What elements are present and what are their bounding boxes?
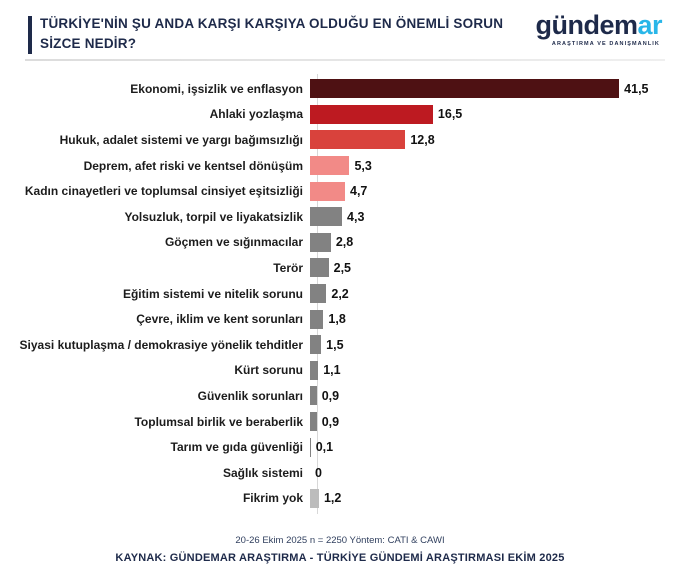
bar-area (310, 335, 680, 354)
category-label: Sağlık sistemi (222, 465, 303, 480)
value-label: 12,8 (410, 132, 435, 147)
source-line: KAYNAK: GÜNDEMAR ARAŞTIRMA - TÜRKİYE GÜNDEMİ ARAŞTIRMASI EKİM 2025 (115, 552, 565, 564)
bar-area (310, 284, 680, 303)
category-label: Kürt sorunu (234, 363, 303, 378)
category-label: Deprem, afet riski ve kentsel dönüşüm (83, 158, 303, 173)
bar-row (0, 332, 680, 358)
header-separator (25, 59, 665, 61)
bar-row (0, 102, 680, 128)
bar-area (310, 463, 680, 482)
category-label: Toplumsal birlik ve beraberlik (134, 414, 303, 429)
value-label: 1,8 (328, 312, 346, 327)
bar (310, 156, 349, 175)
bar-chart (0, 76, 680, 511)
bar-row (0, 127, 680, 153)
category-label: Hukuk, adalet sistemi ve yargı bağımsızlığı (59, 132, 303, 147)
bar (310, 207, 342, 226)
category-label: Terör (273, 260, 303, 275)
bar-area (310, 79, 680, 98)
bar-row (0, 409, 680, 435)
bar-area (310, 489, 680, 508)
bar (310, 233, 331, 252)
gundemar-logo (535, 12, 662, 47)
category-label: Siyasi kutuplaşma / demokrasiye yönelik tehditler (19, 337, 303, 352)
value-label: 2,8 (335, 235, 354, 250)
bar (310, 438, 311, 457)
value-label: 2,5 (333, 260, 352, 275)
category-label: Fikrim yok (242, 491, 303, 506)
value-label: 4,7 (350, 184, 368, 199)
bar (310, 284, 326, 303)
bar-area (310, 386, 680, 405)
bar (310, 489, 319, 508)
bar (310, 258, 329, 277)
value-label: 1,1 (323, 363, 341, 378)
bar-area (310, 156, 680, 175)
bar-area (310, 361, 680, 380)
methodology-note: 20-26 Ekim 2025 n = 2250 Yöntem: CATI & CAWI (235, 535, 445, 546)
category-label: Güvenlik sorunları (197, 388, 303, 403)
bar (310, 105, 433, 124)
bar-row (0, 306, 680, 332)
bar-row (0, 281, 680, 307)
bar-area (310, 258, 680, 277)
bar-area (310, 130, 680, 149)
category-label: Eğitim sistemi ve nitelik sorunu (122, 286, 303, 301)
bar-area (310, 310, 680, 329)
bar (310, 130, 405, 149)
value-label: 0,1 (315, 440, 334, 455)
bar (310, 182, 345, 201)
value-label: 16,5 (437, 107, 463, 122)
bar-row (0, 383, 680, 409)
header (28, 10, 662, 60)
bar-area (310, 412, 680, 431)
bar-row (0, 486, 680, 512)
bar-row (0, 153, 680, 179)
logo-wordmark (535, 12, 662, 39)
category-label: Ahlaki yozlaşma (209, 107, 303, 122)
bar (310, 335, 321, 354)
bar-area (310, 207, 680, 226)
value-label: 2,2 (331, 286, 349, 301)
bar-area (310, 438, 680, 457)
bar-row (0, 358, 680, 384)
bar-row (0, 255, 680, 281)
bar-area (310, 233, 680, 252)
bar (310, 386, 317, 405)
footer (0, 535, 680, 564)
value-label: 5,3 (354, 158, 372, 173)
value-label: 41,5 (624, 81, 649, 96)
bar-row (0, 76, 680, 102)
logo-tagline: ARAŞTIRMA VE DANIŞMANLIK (551, 41, 660, 47)
value-label: 4,3 (347, 209, 365, 224)
value-label: 1,5 (326, 337, 344, 352)
bar (310, 310, 323, 329)
logo-text-primary: gündem (535, 10, 638, 40)
page-title: TÜRKİYE'NİN ŞU ANDA KARŞI KARŞIYA OLDUĞU EN ÖNEMLİ SORUN SİZCE NEDİR? (40, 16, 504, 51)
bar-row (0, 178, 680, 204)
bar-area (310, 105, 680, 124)
value-label: 1,2 (323, 491, 342, 506)
logo-text-accent: ar (637, 10, 662, 40)
bar-row (0, 204, 680, 230)
category-label: Ekonomi, işsizlik ve enflasyon (130, 81, 303, 96)
bar-area (310, 182, 680, 201)
bar (310, 79, 619, 98)
category-label: Yolsuzluk, torpil ve liyakatsizlik (124, 209, 303, 224)
value-label: 0,9 (321, 388, 340, 403)
bar-row (0, 230, 680, 256)
value-label: 0,9 (321, 414, 340, 429)
value-label: 0 (315, 465, 322, 480)
bar (310, 412, 317, 431)
bar-row (0, 434, 680, 460)
bar (310, 361, 318, 380)
bar-row (0, 460, 680, 486)
category-label: Göçmen ve sığınmacılar (164, 235, 303, 250)
category-label: Tarım ve gıda güvenliği (170, 440, 303, 455)
title-accent-bar (28, 16, 32, 54)
category-label: Kadın cinayetleri ve toplumsal cinsiyet eşitsizliği (24, 184, 303, 199)
category-label: Çevre, iklim ve kent sorunları (136, 312, 303, 327)
